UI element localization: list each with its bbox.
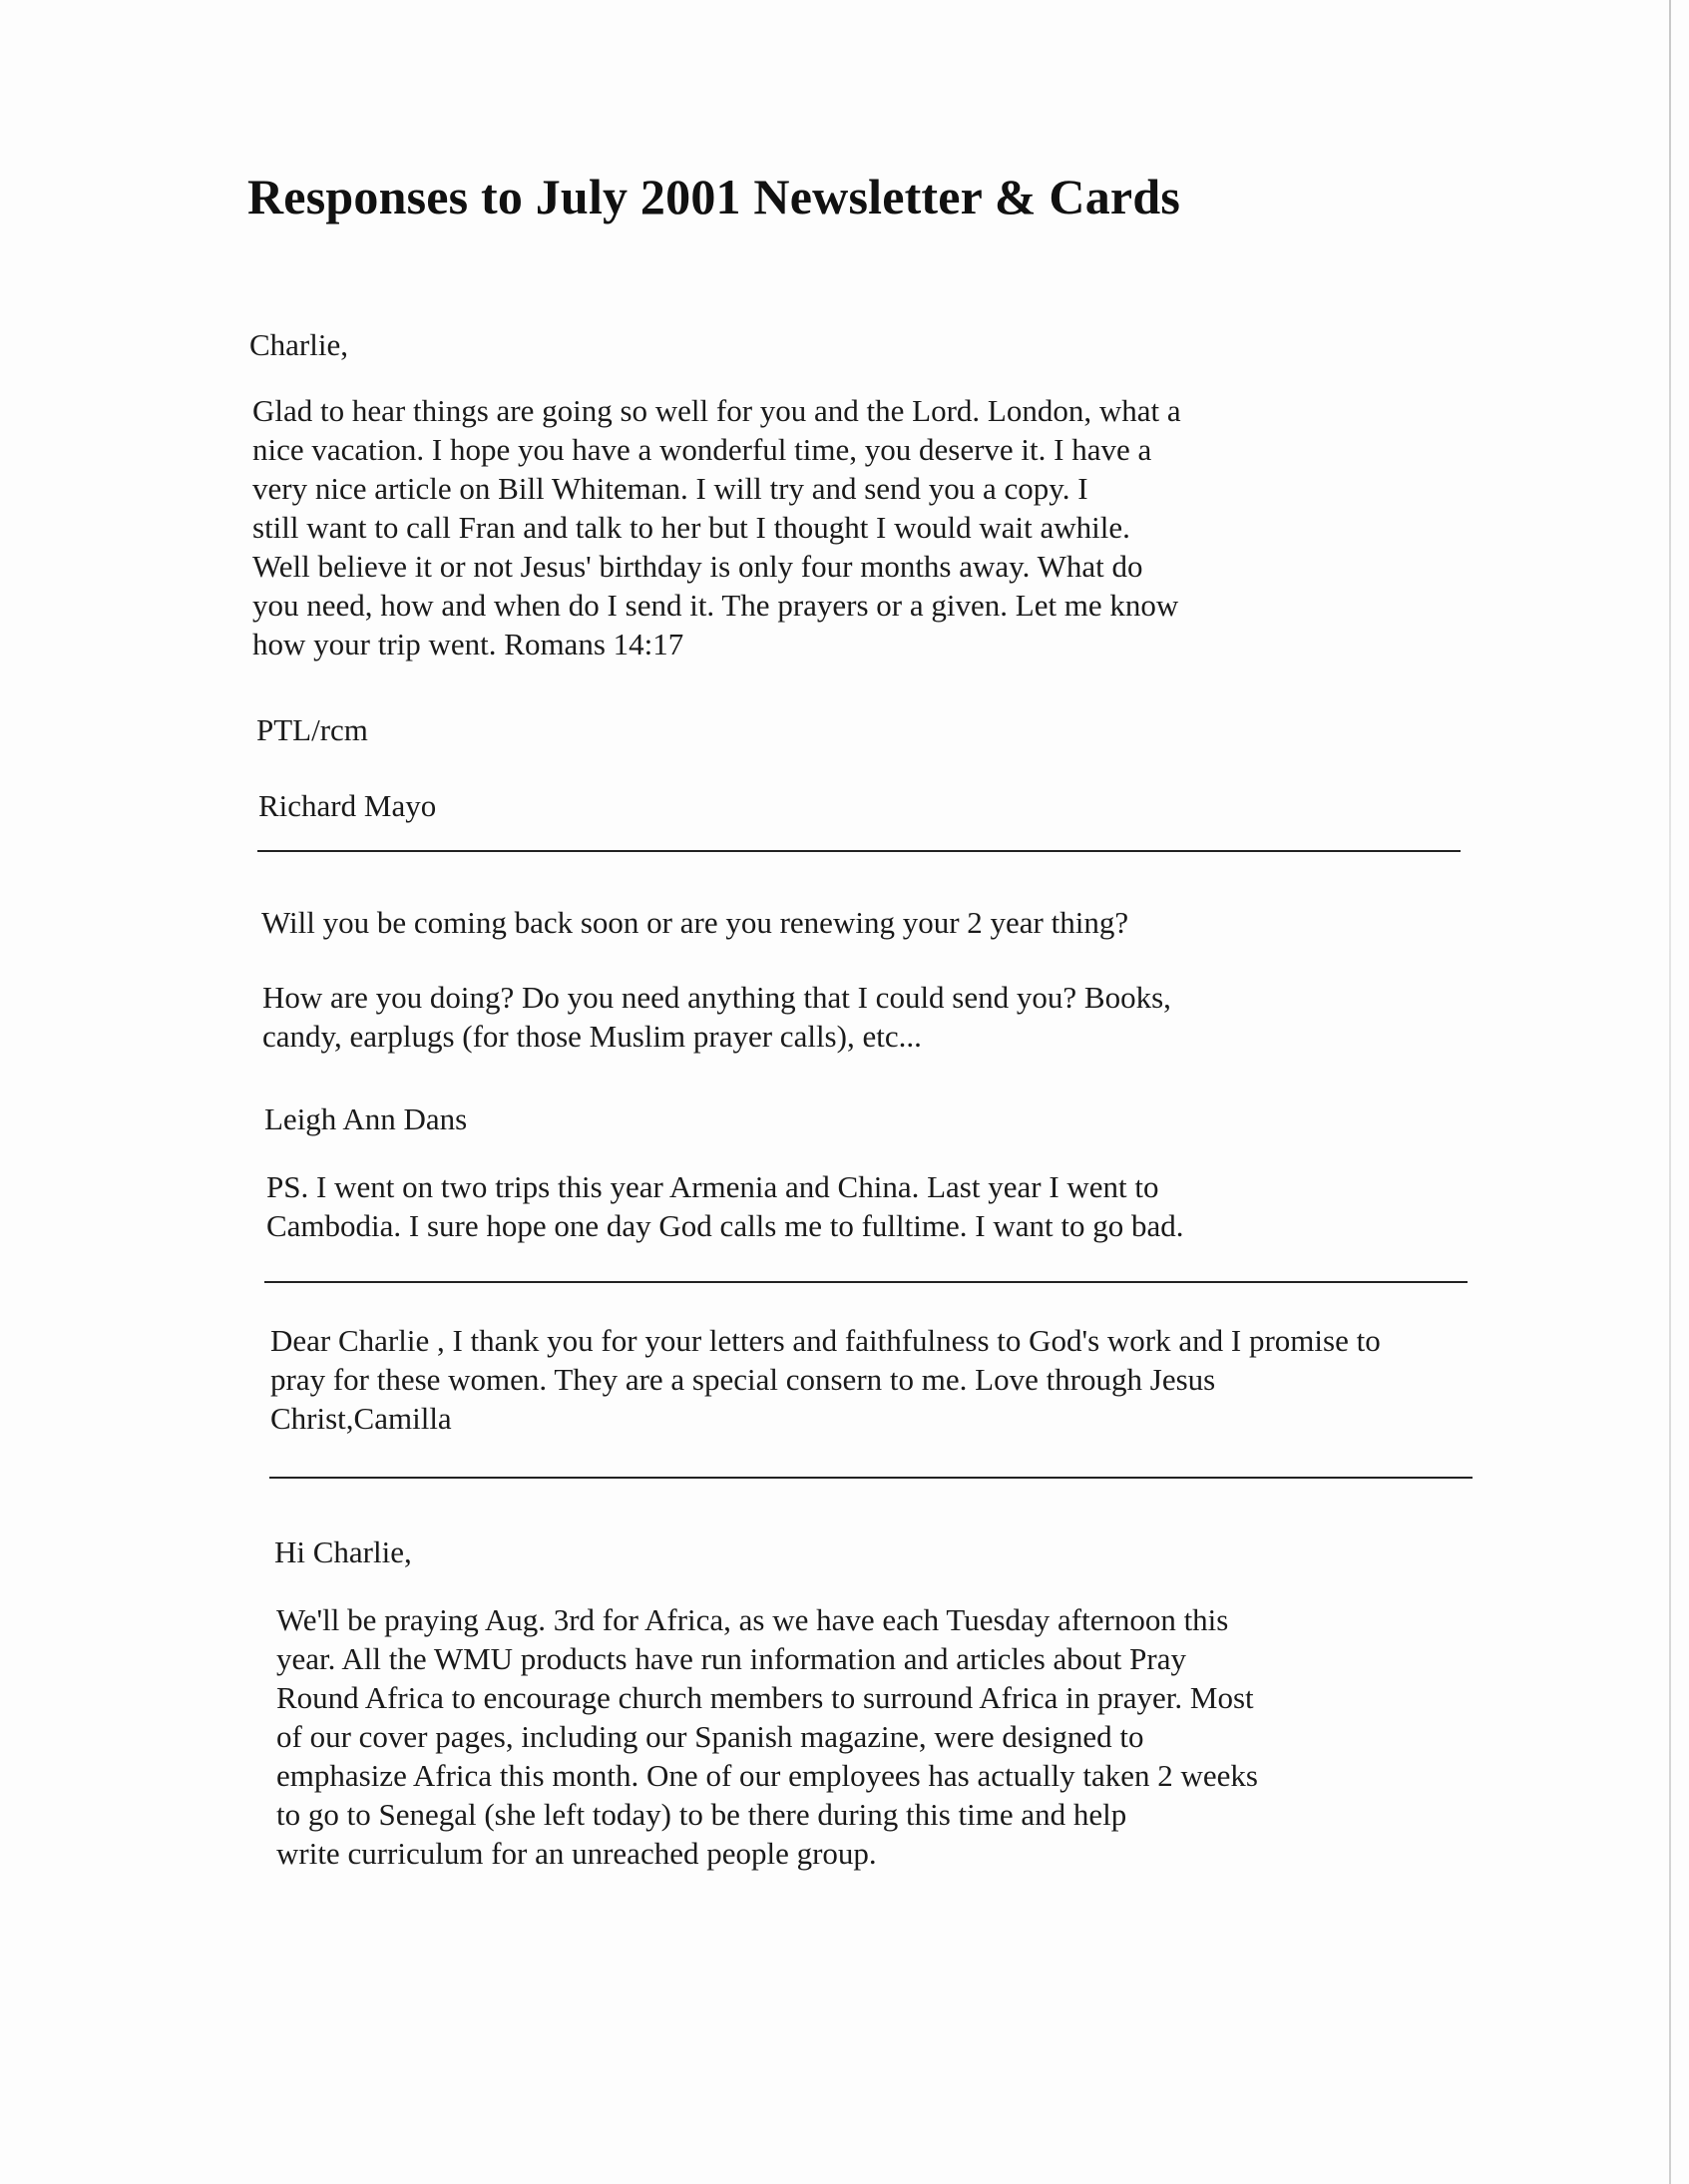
letter-4-body (276, 1600, 1258, 1873)
letter-1-body (252, 391, 1181, 663)
divider-line (269, 1477, 1473, 1479)
letter-4-line: of our cover pages, including our Spanish magazine, were designed to (276, 1719, 1144, 1754)
letter-1-line: how your trip went. Romans 14:17 (252, 627, 684, 661)
divider-line (257, 850, 1461, 852)
letter-1-line: Glad to hear things are going so well for you and the Lord. London, what a (252, 393, 1181, 428)
letter-4-line: emphasize Africa this month. One of our employees has actually taken 2 weeks (276, 1758, 1258, 1793)
letter-1-greeting: Charlie, (249, 327, 348, 362)
letter-1-line: very nice article on Bill Whiteman. I will try and send you a copy. I (252, 471, 1088, 506)
letter-1-line: still want to call Fran and talk to her but I thought I would wait awhile. (252, 510, 1130, 545)
letter-2-body (262, 978, 1171, 1056)
letter-4-line: year. All the WMU products have run information and articles about Pray (276, 1641, 1186, 1676)
letter-1-closing: PTL/rcm (256, 712, 368, 747)
letter-1-signature: Richard Mayo (258, 788, 437, 823)
letter-4-line: write curriculum for an unreached people group. (276, 1836, 877, 1871)
letter-1-line: nice vacation. I hope you have a wonderful time, you deserve it. I have a (252, 432, 1152, 467)
letter-2-ps-line: Cambodia. I sure hope one day God calls me to fulltime. I want to go bad. (266, 1208, 1184, 1243)
letter-2-line: candy, earplugs (for those Muslim prayer calls), etc... (262, 1019, 922, 1054)
letter-1-line: you need, how and when do I send it. The prayers or a given. Let me know (252, 588, 1179, 623)
divider-line (264, 1281, 1468, 1283)
letter-2-line: How are you doing? Do you need anything that I could send you? Books, (262, 980, 1171, 1015)
letter-3-line: Dear Charlie , I thank you for your letters and faithfulness to God's work and I promise to (270, 1323, 1381, 1358)
letter-4-line: We'll be praying Aug. 3rd for Africa, as we have each Tuesday afternoon this (276, 1602, 1229, 1637)
page-title: Responses to July 2001 Newsletter & Cards (247, 169, 1180, 224)
letter-3-line: Christ,Camilla (270, 1401, 452, 1436)
letter-3-body (270, 1321, 1381, 1438)
letter-2-ps-line: PS. I went on two trips this year Armenia and China. Last year I went to (266, 1169, 1159, 1204)
scan-edge (1669, 0, 1671, 2184)
letter-3-line: pray for these women. They are a special consern to me. Love through Jesus (270, 1362, 1216, 1397)
letter-4-line: to go to Senegal (she left today) to be there during this time and help (276, 1797, 1127, 1832)
letter-2-signature: Leigh Ann Dans (264, 1101, 468, 1136)
letter-4-line: Round Africa to encourage church members to surround Africa in prayer. Most (276, 1680, 1254, 1715)
letter-1-line: Well believe it or not Jesus' birthday is only four months away. What do (252, 549, 1143, 584)
letter-2-ps (266, 1167, 1183, 1245)
letter-4-greeting: Hi Charlie, (274, 1534, 412, 1569)
letter-2-question: Will you be coming back soon or are you renewing your 2 year thing? (261, 905, 1129, 940)
